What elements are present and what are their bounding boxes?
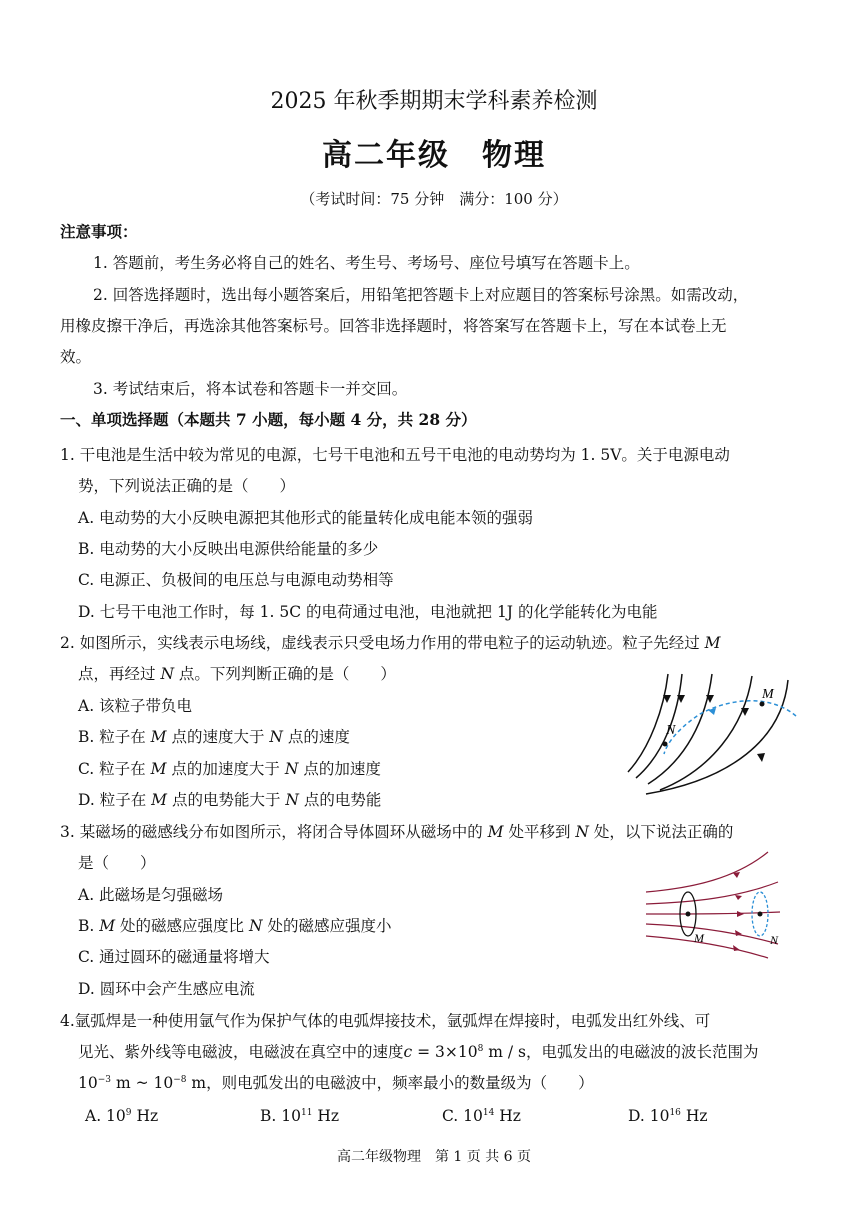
q3-option-b <box>78 916 391 936</box>
q4-speed-symbol: c <box>403 1043 413 1061</box>
q2-c-text2: 点的加速度大于 <box>166 760 285 778</box>
q4-stem-line3 <box>78 1073 594 1093</box>
q4-a-unit: Hz <box>131 1107 159 1125</box>
q3-stem-text2: 处平移到 <box>503 823 576 841</box>
point-m <box>686 912 691 917</box>
q2-stem-text2: 点，再经过 <box>78 665 161 683</box>
q4-stem-line2 <box>78 1042 759 1062</box>
q2-stem-line1 <box>60 633 721 653</box>
magnetic-arrow <box>737 911 744 917</box>
q3-option-a: A. 此磁场是匀强磁场 <box>78 886 224 904</box>
q2-stem-m: M <box>704 634 721 652</box>
q4-d-unit: Hz <box>680 1107 708 1125</box>
magnetic-arrow <box>733 945 740 951</box>
q2-d-text2: 点的电势能大于 <box>167 791 286 809</box>
q4-option-a <box>85 1106 158 1126</box>
q1-stem-line1: 1. 干电池是生活中较为常见的电源，七号干电池和五号干电池的电动势均为 1. 5V。关于电源电动 <box>60 446 730 464</box>
q3-stem-n: N <box>575 823 589 841</box>
q3-b-text1: B. <box>78 917 100 935</box>
note-1: 1. 答题前，考生务必将自己的姓名、考生号、考场号、座位号填写在答题卡上。 <box>93 254 640 272</box>
exam-info: （考试时间：75 分钟 满分：100 分） <box>300 190 568 208</box>
section1-heading: 一、单项选择题（本题共 7 小题，每小题 4 分，共 28 分） <box>60 410 477 429</box>
q3-b-n: N <box>248 917 263 935</box>
q1-stem-line2: 势，下列说法正确的是（ ） <box>78 477 296 495</box>
q2-c-n: N <box>284 760 299 778</box>
q4-range-exp2: −8 <box>173 1074 187 1085</box>
q4-stem-text3: ，则电弧发出的电磁波中，频率最小的数量级为（ ） <box>206 1074 594 1092</box>
q2-c-m: M <box>150 760 167 778</box>
q2-d-text3: 点的电势能 <box>298 791 382 809</box>
q2-c-text1: C. 粒子在 <box>78 760 151 778</box>
q2-option-b <box>78 727 350 747</box>
point-m <box>760 702 765 707</box>
q2-b-text3: 点的速度 <box>282 728 350 746</box>
q1-option-b: B. 电动势的大小反映出电源供给能量的多少 <box>78 540 379 558</box>
q2-b-m: M <box>150 728 167 746</box>
q4-a-exp: 9 <box>125 1107 132 1118</box>
q3-stem-text3: 处，以下说法正确的 <box>588 823 734 841</box>
q4-range-exp1: −3 <box>97 1074 112 1085</box>
q2-stem-n: N <box>160 665 174 683</box>
point-n <box>758 912 763 917</box>
magnetic-arrow <box>735 895 742 900</box>
q4-stem-text2: ，电弧发出的电磁波的波长范围为 <box>526 1043 759 1061</box>
q2-stem-text: 2. 如图所示，实线表示电场线，虚线表示只受电场力作用的带电粒子的运动轨迹。粒子先经过 <box>60 634 705 652</box>
q4-d-label: D. 10 <box>628 1107 670 1125</box>
field-arrow <box>757 753 765 762</box>
q3-b-text2: 处的磁感应强度比 <box>115 917 249 935</box>
point-n <box>663 742 668 747</box>
magnetic-line <box>646 924 778 944</box>
note-2-line1: 2. 回答选择题时，选出每小题答案后，用铅笔把答题卡上对应题目的答案标号涂黑。如需改动， <box>93 286 749 304</box>
q2-c-text3: 点的加速度 <box>298 760 381 778</box>
q1-option-d: D. 七号干电池工作时，每 1. 5C 的电荷通过电池，电池就把 1J 的化学能转化为电能 <box>78 603 658 621</box>
q3-stem-line1 <box>60 822 733 842</box>
label-n: N <box>666 723 676 738</box>
exam-title: 2025 年秋季期期末学科素养检测 <box>270 89 598 114</box>
q4-d-exp: 16 <box>669 1107 681 1118</box>
q4-c-label: C. 10 <box>442 1107 483 1125</box>
q4-stem-text1: 见光、紫外线等电磁波，电磁波在真空中的速度 <box>78 1043 404 1061</box>
q4-b-unit: Hz <box>312 1107 340 1125</box>
q2-b-n: N <box>269 728 283 746</box>
q4-option-c <box>442 1106 521 1126</box>
q2-stem-line2 <box>78 664 396 684</box>
q2-option-c <box>78 759 381 779</box>
q3-stem-text1: 3. 某磁场的磁感线分布如图所示，将闭合导体圆环从磁场中的 <box>60 823 488 841</box>
q3-stem-m: M <box>487 823 504 841</box>
q4-stem-line1: 4.氩弧焊是一种使用氩气作为保护气体的电弧焊接技术，氩弧焊在焊接时，电弧发出红外线、可 <box>60 1012 711 1030</box>
q4-b-label: B. 10 <box>260 1107 301 1125</box>
q3-option-d: D. 圆环中会产生感应电流 <box>78 980 255 998</box>
field-line <box>628 674 668 772</box>
q3-b-text3: 处的磁感应强度小 <box>262 917 392 935</box>
q3-stem-line2: 是（ ） <box>78 854 156 872</box>
magnetic-line <box>646 852 768 892</box>
q3-magnetic-figure <box>644 850 782 960</box>
q2-b-text2: 点的速度大于 <box>166 728 270 746</box>
magnetic-arrow <box>733 872 740 878</box>
q4-range-mid: m ~ 10 <box>111 1074 174 1092</box>
q2-option-a: A. 该粒子带负电 <box>78 697 193 715</box>
q4-range-unit: m <box>186 1074 207 1092</box>
q1-option-c: C. 电源正、负极间的电压总与电源电动势相等 <box>78 571 394 589</box>
label-m: M <box>762 687 774 702</box>
note-2-line3: 效。 <box>60 348 92 366</box>
label-n: N <box>770 933 779 947</box>
note-2-line2: 用橡皮擦干净后，再选涂其他答案标号。回答非选择题时，将答案写在答题卡上，写在本试卷上无 <box>60 317 727 335</box>
q2-field-figure <box>620 668 800 798</box>
q1-option-a: A. 电动势的大小反映电源把其他形式的能量转化成电能本领的强弱 <box>78 509 534 527</box>
q3-option-c: C. 通过圆环的磁通量将增大 <box>78 948 270 966</box>
q2-b-text1: B. 粒子在 <box>78 728 151 746</box>
q4-range-base1: 10 <box>78 1074 98 1092</box>
trajectory-dashed <box>664 701 796 754</box>
q4-b-exp: 11 <box>300 1107 313 1118</box>
q2-stem-text3: 点。下列判断正确的是（ ） <box>174 665 396 683</box>
label-m: M <box>694 931 704 945</box>
q2-d-text1: D. 粒子在 <box>78 791 152 809</box>
q2-d-m: M <box>151 791 168 809</box>
subject-title: 高二年级 物理 <box>322 138 546 173</box>
q3-b-m: M <box>99 917 116 935</box>
page-footer: 高二年级物理 第 1 页 共 6 页 <box>336 1149 532 1165</box>
magnetic-line <box>646 936 768 958</box>
notes-heading: 注意事项： <box>60 222 138 241</box>
q4-option-b <box>260 1106 339 1126</box>
q4-a-label: A. 10 <box>85 1107 126 1125</box>
q4-option-d <box>628 1106 708 1126</box>
q4-c-unit: Hz <box>494 1107 521 1125</box>
q2-d-n: N <box>285 791 299 809</box>
note-3: 3. 考试结束后，将本试卷和答题卡一并交回。 <box>93 380 408 398</box>
q4-speed-exp: 8 <box>477 1043 484 1054</box>
q4-c-exp: 14 <box>482 1107 495 1118</box>
q4-speed-unit: m / s <box>483 1043 527 1061</box>
q4-speed-value: = 3×10 <box>412 1043 478 1061</box>
q2-option-d <box>78 790 381 810</box>
